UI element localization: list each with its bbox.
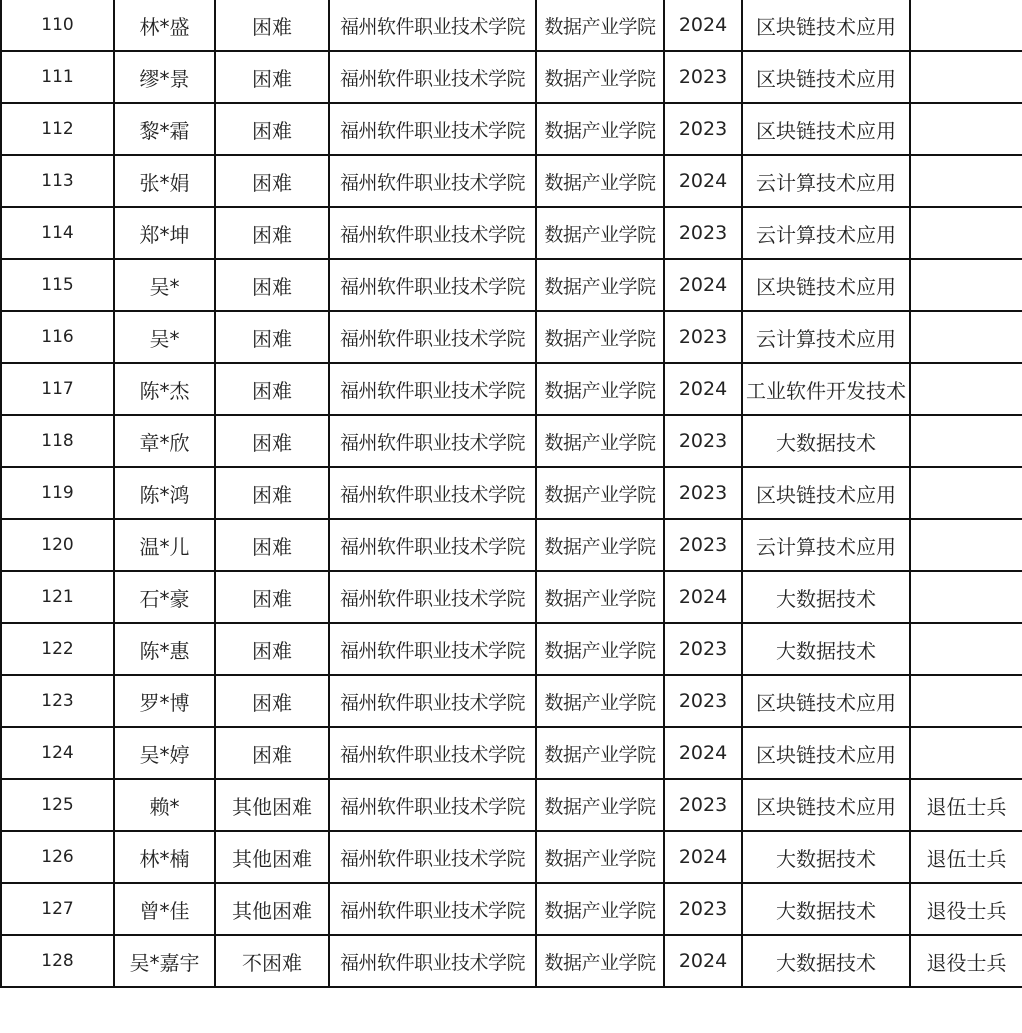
table-body bbox=[1, 0, 1022, 987]
table-row bbox=[1, 103, 1022, 155]
school-cell: 福州软件职业技术学院 bbox=[329, 311, 536, 363]
difficulty-level-cell: 困难 bbox=[215, 675, 329, 727]
major-cell: 大数据技术 bbox=[742, 623, 910, 675]
student-name-cell: 吴* bbox=[114, 311, 215, 363]
table-row bbox=[1, 207, 1022, 259]
college-cell: 数据产业学院 bbox=[536, 51, 664, 103]
major-cell: 大数据技术 bbox=[742, 883, 910, 935]
table-row bbox=[1, 363, 1022, 415]
note-cell bbox=[910, 0, 1022, 51]
school-cell: 福州软件职业技术学院 bbox=[329, 103, 536, 155]
difficulty-level-cell: 困难 bbox=[215, 103, 329, 155]
college-cell: 数据产业学院 bbox=[536, 103, 664, 155]
college-cell: 数据产业学院 bbox=[536, 779, 664, 831]
college-cell: 数据产业学院 bbox=[536, 623, 664, 675]
major-cell: 区块链技术应用 bbox=[742, 259, 910, 311]
note-cell bbox=[910, 259, 1022, 311]
difficulty-level-cell: 其他困难 bbox=[215, 883, 329, 935]
major-cell: 云计算技术应用 bbox=[742, 519, 910, 571]
major-cell: 区块链技术应用 bbox=[742, 467, 910, 519]
row-number-cell: 110 bbox=[1, 0, 114, 51]
student-name-cell: 吴*嘉宇 bbox=[114, 935, 215, 987]
enrollment-year-cell: 2024 bbox=[664, 935, 742, 987]
note-cell bbox=[910, 467, 1022, 519]
difficulty-level-cell: 困难 bbox=[215, 467, 329, 519]
college-cell: 数据产业学院 bbox=[536, 259, 664, 311]
difficulty-level-cell: 困难 bbox=[215, 363, 329, 415]
enrollment-year-cell: 2024 bbox=[664, 831, 742, 883]
major-cell: 区块链技术应用 bbox=[742, 727, 910, 779]
row-number-cell: 125 bbox=[1, 779, 114, 831]
major-cell: 工业软件开发技术 bbox=[742, 363, 910, 415]
student-name-cell: 陈*杰 bbox=[114, 363, 215, 415]
row-number-cell: 111 bbox=[1, 51, 114, 103]
enrollment-year-cell: 2023 bbox=[664, 883, 742, 935]
table-row bbox=[1, 155, 1022, 207]
difficulty-level-cell: 困难 bbox=[215, 727, 329, 779]
enrollment-year-cell: 2023 bbox=[664, 779, 742, 831]
major-cell: 区块链技术应用 bbox=[742, 103, 910, 155]
table-row bbox=[1, 415, 1022, 467]
table-row bbox=[1, 311, 1022, 363]
table-row bbox=[1, 0, 1022, 51]
school-cell: 福州软件职业技术学院 bbox=[329, 623, 536, 675]
row-number-cell: 117 bbox=[1, 363, 114, 415]
row-number-cell: 113 bbox=[1, 155, 114, 207]
enrollment-year-cell: 2024 bbox=[664, 727, 742, 779]
difficulty-level-cell: 困难 bbox=[215, 0, 329, 51]
college-cell: 数据产业学院 bbox=[536, 935, 664, 987]
note-cell bbox=[910, 675, 1022, 727]
enrollment-year-cell: 2023 bbox=[664, 519, 742, 571]
row-number-cell: 128 bbox=[1, 935, 114, 987]
school-cell: 福州软件职业技术学院 bbox=[329, 155, 536, 207]
note-cell bbox=[910, 207, 1022, 259]
student-name-cell: 林*盛 bbox=[114, 0, 215, 51]
major-cell: 云计算技术应用 bbox=[742, 311, 910, 363]
school-cell: 福州软件职业技术学院 bbox=[329, 519, 536, 571]
school-cell: 福州软件职业技术学院 bbox=[329, 363, 536, 415]
note-cell bbox=[910, 155, 1022, 207]
enrollment-year-cell: 2023 bbox=[664, 51, 742, 103]
college-cell: 数据产业学院 bbox=[536, 207, 664, 259]
major-cell: 区块链技术应用 bbox=[742, 51, 910, 103]
row-number-cell: 112 bbox=[1, 103, 114, 155]
school-cell: 福州软件职业技术学院 bbox=[329, 675, 536, 727]
college-cell: 数据产业学院 bbox=[536, 675, 664, 727]
major-cell: 区块链技术应用 bbox=[742, 0, 910, 51]
row-number-cell: 114 bbox=[1, 207, 114, 259]
student-name-cell: 陈*鸿 bbox=[114, 467, 215, 519]
major-cell: 区块链技术应用 bbox=[742, 779, 910, 831]
school-cell: 福州软件职业技术学院 bbox=[329, 571, 536, 623]
major-cell: 区块链技术应用 bbox=[742, 675, 910, 727]
student-name-cell: 黎*霜 bbox=[114, 103, 215, 155]
school-cell: 福州软件职业技术学院 bbox=[329, 0, 536, 51]
student-name-cell: 罗*博 bbox=[114, 675, 215, 727]
table-row bbox=[1, 623, 1022, 675]
school-cell: 福州软件职业技术学院 bbox=[329, 415, 536, 467]
major-cell: 大数据技术 bbox=[742, 831, 910, 883]
school-cell: 福州软件职业技术学院 bbox=[329, 727, 536, 779]
difficulty-level-cell: 其他困难 bbox=[215, 831, 329, 883]
college-cell: 数据产业学院 bbox=[536, 0, 664, 51]
table-row bbox=[1, 467, 1022, 519]
note-cell: 退役士兵 bbox=[910, 883, 1022, 935]
student-name-cell: 张*娟 bbox=[114, 155, 215, 207]
table-row bbox=[1, 675, 1022, 727]
note-cell: 退伍士兵 bbox=[910, 831, 1022, 883]
row-number-cell: 124 bbox=[1, 727, 114, 779]
student-name-cell: 陈*惠 bbox=[114, 623, 215, 675]
student-name-cell: 林*楠 bbox=[114, 831, 215, 883]
note-cell bbox=[910, 311, 1022, 363]
table-row bbox=[1, 259, 1022, 311]
enrollment-year-cell: 2023 bbox=[664, 207, 742, 259]
row-number-cell: 123 bbox=[1, 675, 114, 727]
table-row bbox=[1, 935, 1022, 987]
difficulty-level-cell: 困难 bbox=[215, 571, 329, 623]
table-row bbox=[1, 571, 1022, 623]
note-cell: 退役士兵 bbox=[910, 935, 1022, 987]
table-row bbox=[1, 519, 1022, 571]
difficulty-level-cell: 不困难 bbox=[215, 935, 329, 987]
student-name-cell: 郑*坤 bbox=[114, 207, 215, 259]
note-cell bbox=[910, 727, 1022, 779]
table-row bbox=[1, 51, 1022, 103]
college-cell: 数据产业学院 bbox=[536, 831, 664, 883]
difficulty-level-cell: 困难 bbox=[215, 155, 329, 207]
school-cell: 福州软件职业技术学院 bbox=[329, 467, 536, 519]
enrollment-year-cell: 2024 bbox=[664, 571, 742, 623]
row-number-cell: 126 bbox=[1, 831, 114, 883]
enrollment-year-cell: 2024 bbox=[664, 155, 742, 207]
enrollment-year-cell: 2024 bbox=[664, 363, 742, 415]
note-cell bbox=[910, 415, 1022, 467]
school-cell: 福州软件职业技术学院 bbox=[329, 831, 536, 883]
college-cell: 数据产业学院 bbox=[536, 519, 664, 571]
note-cell bbox=[910, 363, 1022, 415]
school-cell: 福州软件职业技术学院 bbox=[329, 51, 536, 103]
enrollment-year-cell: 2023 bbox=[664, 415, 742, 467]
student-name-cell: 赖* bbox=[114, 779, 215, 831]
school-cell: 福州软件职业技术学院 bbox=[329, 883, 536, 935]
table-row bbox=[1, 779, 1022, 831]
enrollment-year-cell: 2023 bbox=[664, 675, 742, 727]
difficulty-level-cell: 困难 bbox=[215, 259, 329, 311]
major-cell: 大数据技术 bbox=[742, 415, 910, 467]
college-cell: 数据产业学院 bbox=[536, 155, 664, 207]
college-cell: 数据产业学院 bbox=[536, 727, 664, 779]
note-cell bbox=[910, 571, 1022, 623]
difficulty-level-cell: 其他困难 bbox=[215, 779, 329, 831]
major-cell: 云计算技术应用 bbox=[742, 207, 910, 259]
note-cell: 退伍士兵 bbox=[910, 779, 1022, 831]
table-row bbox=[1, 831, 1022, 883]
major-cell: 云计算技术应用 bbox=[742, 155, 910, 207]
school-cell: 福州软件职业技术学院 bbox=[329, 779, 536, 831]
student-name-cell: 缪*景 bbox=[114, 51, 215, 103]
student-name-cell: 曾*佳 bbox=[114, 883, 215, 935]
difficulty-level-cell: 困难 bbox=[215, 311, 329, 363]
row-number-cell: 118 bbox=[1, 415, 114, 467]
row-number-cell: 121 bbox=[1, 571, 114, 623]
enrollment-year-cell: 2023 bbox=[664, 623, 742, 675]
college-cell: 数据产业学院 bbox=[536, 571, 664, 623]
student-name-cell: 温*儿 bbox=[114, 519, 215, 571]
row-number-cell: 116 bbox=[1, 311, 114, 363]
college-cell: 数据产业学院 bbox=[536, 415, 664, 467]
difficulty-level-cell: 困难 bbox=[215, 51, 329, 103]
row-number-cell: 120 bbox=[1, 519, 114, 571]
enrollment-year-cell: 2024 bbox=[664, 259, 742, 311]
table-row bbox=[1, 727, 1022, 779]
row-number-cell: 119 bbox=[1, 467, 114, 519]
major-cell: 大数据技术 bbox=[742, 935, 910, 987]
row-number-cell: 122 bbox=[1, 623, 114, 675]
student-name-cell: 吴*婷 bbox=[114, 727, 215, 779]
college-cell: 数据产业学院 bbox=[536, 883, 664, 935]
note-cell bbox=[910, 519, 1022, 571]
college-cell: 数据产业学院 bbox=[536, 467, 664, 519]
school-cell: 福州软件职业技术学院 bbox=[329, 259, 536, 311]
student-name-cell: 章*欣 bbox=[114, 415, 215, 467]
enrollment-year-cell: 2023 bbox=[664, 311, 742, 363]
enrollment-year-cell: 2024 bbox=[664, 0, 742, 51]
difficulty-level-cell: 困难 bbox=[215, 519, 329, 571]
note-cell bbox=[910, 623, 1022, 675]
table-row bbox=[1, 883, 1022, 935]
student-name-cell: 吴* bbox=[114, 259, 215, 311]
enrollment-year-cell: 2023 bbox=[664, 467, 742, 519]
row-number-cell: 127 bbox=[1, 883, 114, 935]
school-cell: 福州软件职业技术学院 bbox=[329, 207, 536, 259]
difficulty-level-cell: 困难 bbox=[215, 623, 329, 675]
enrollment-year-cell: 2023 bbox=[664, 103, 742, 155]
row-number-cell: 115 bbox=[1, 259, 114, 311]
college-cell: 数据产业学院 bbox=[536, 363, 664, 415]
note-cell bbox=[910, 51, 1022, 103]
difficulty-level-cell: 困难 bbox=[215, 415, 329, 467]
difficulty-level-cell: 困难 bbox=[215, 207, 329, 259]
student-name-cell: 石*豪 bbox=[114, 571, 215, 623]
school-cell: 福州软件职业技术学院 bbox=[329, 935, 536, 987]
college-cell: 数据产业学院 bbox=[536, 311, 664, 363]
major-cell: 大数据技术 bbox=[742, 571, 910, 623]
note-cell bbox=[910, 103, 1022, 155]
